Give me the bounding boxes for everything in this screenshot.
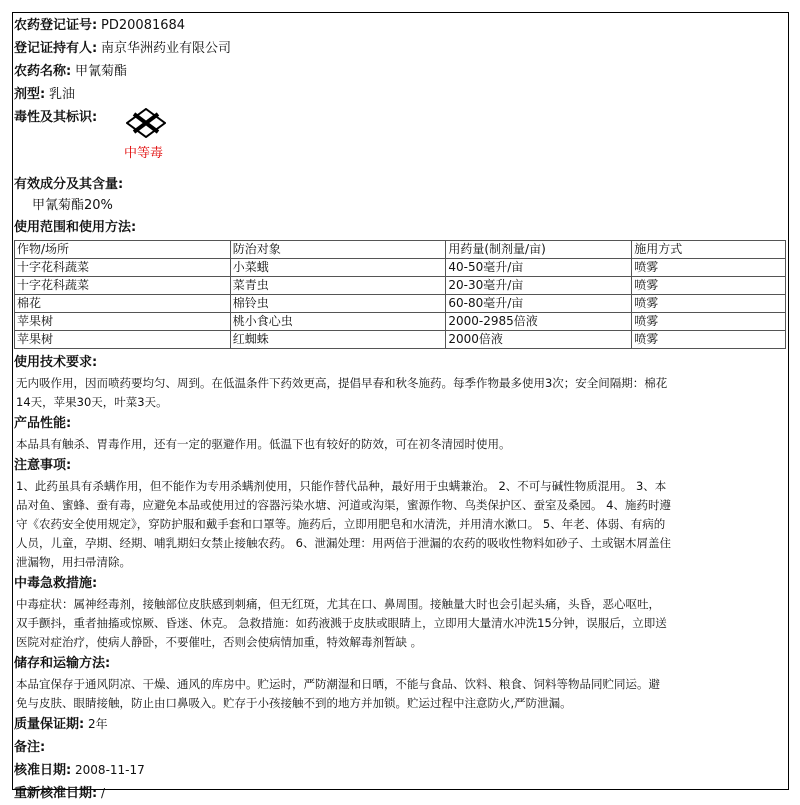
table-header-cell: 施用方式 <box>632 241 786 259</box>
first-aid-text <box>14 595 787 652</box>
holder-value: 南京华洲药业有限公司 <box>101 41 232 56</box>
first-aid-line: 双手颤抖，重者抽搐或惊厥、昏迷、休克。 急救措施：如药液溅于皮肤或眼睛上，立即用大量清水冲洗15分钟，误服后，立即送 <box>16 616 667 630</box>
table-header-cell: 防治对象 <box>230 241 446 259</box>
table-row <box>15 295 786 313</box>
table-cell: 喷雾 <box>632 295 786 313</box>
notes-line: 人员，儿童，孕期、经期、哺乳期妇女禁止接触农药。 6、泄漏处理：用两倍于泄漏的农药的吸收性物料如砂子、土或锯木屑盖住 <box>16 536 671 550</box>
reg-no-label: 农药登记证号: <box>14 18 98 33</box>
holder-row <box>14 37 787 60</box>
notes-line: 1、此药虽具有杀螨作用，但不能作为专用杀螨剂使用，只能作替代品种，最好用于虫螨兼治。 2、不可与碱性物质混用。 3、本 <box>16 479 667 493</box>
notes-line: 守《农药安全使用规定》，穿防护服和戴手套和口罩等。施药后，立即用肥皂和水清洗，并用清水漱口。 5、年老、体弱、有病的 <box>16 517 666 531</box>
table-row <box>15 331 786 349</box>
table-header-cell: 作物/场所 <box>15 241 231 259</box>
table-cell: 棉铃虫 <box>230 295 446 313</box>
storage-line: 免与皮肤、眼睛接触，防止由口鼻吸入。贮存于小孩接触不到的地方并加锁。贮运过程中注意防火,严防泄漏。 <box>16 696 572 710</box>
tech-line: 无内吸作用，因而喷药要均匀、周到。在低温条件下药效更高，提倡早春和秋冬施药。每季作物最多使用3次；安全间隔期：棉花 <box>16 376 668 390</box>
approval-label: 核准日期: <box>14 763 72 778</box>
table-cell: 棉花 <box>15 295 231 313</box>
usage-row <box>14 216 787 239</box>
first-aid-line: 医院对症治疗，使病人静卧，不要催吐，否则会使病情加重，特效解毒剂暂缺 。 <box>16 635 423 649</box>
first-aid-row <box>14 572 787 595</box>
notes-line: 品对鱼、蜜蜂、蚕有毒，应避免本品或使用过的容器污染水塘、河道或沟渠，蜜源作物、鸟类保护区、蚕室及桑园。 4、施药时遵 <box>16 498 671 512</box>
ingredient-value: 甲氰菊酯20% <box>32 198 113 213</box>
table-cell: 20-30毫升/亩 <box>446 277 632 295</box>
name-row <box>14 60 787 83</box>
table-cell: 十字花科蔬菜 <box>15 277 231 295</box>
formulation-row <box>14 83 787 106</box>
table-cell: 喷雾 <box>632 277 786 295</box>
toxicity-label: 毒性及其标识: <box>14 110 98 125</box>
performance-text <box>14 435 787 454</box>
storage-line: 本品宜保存于通风阴凉、干燥、通风的库房中。贮运时，严防潮湿和日晒，不能与食品、饮料、粮食、饲料等物品同贮同运。避 <box>16 677 660 691</box>
table-cell: 苹果树 <box>15 313 231 331</box>
first-aid-line: 中毒症状：属神经毒剂，接触部位皮肤感到刺痛，但无红斑，尤其在口、鼻周围。接触量大时也会引起头痛，头昏，恶心呕吐， <box>16 597 660 611</box>
performance-row <box>14 412 787 435</box>
performance-line: 本品具有触杀、胃毒作用，还有一定的驱避作用。低温下也有较好的防效，可在初冬清园时使用。 <box>16 437 511 451</box>
storage-row <box>14 652 787 675</box>
table-cell: 菜青虫 <box>230 277 446 295</box>
remarks-label: 备注: <box>14 740 46 755</box>
table-cell: 苹果树 <box>15 331 231 349</box>
notes-row <box>14 454 787 477</box>
storage-text <box>14 675 787 713</box>
tech-row <box>14 351 787 374</box>
toxicity-level: 中等毒 <box>124 146 164 161</box>
table-cell: 40-50毫升/亩 <box>446 259 632 277</box>
name-value: 甲氰菊酯 <box>75 64 128 79</box>
warranty-label: 质量保证期: <box>14 717 85 732</box>
table-cell: 2000-2985倍液 <box>446 313 632 331</box>
tech-line: 14天，苹果30天，叶菜3天。 <box>16 395 168 409</box>
table-cell: 喷雾 <box>632 259 786 277</box>
table-cell: 红蜘蛛 <box>230 331 446 349</box>
approval-value: 2008-11-17 <box>75 763 145 777</box>
reapproval-value: / <box>101 786 106 800</box>
reapproval-label: 重新核准日期: <box>14 786 98 801</box>
ingredient-label: 有效成分及其含量: <box>14 177 124 192</box>
table-row <box>15 313 786 331</box>
table-row <box>15 259 786 277</box>
usage-label: 使用范围和使用方法: <box>14 220 137 235</box>
approval-row <box>14 759 787 782</box>
holder-label: 登记证持有人: <box>14 41 98 56</box>
warranty-row <box>14 713 787 736</box>
notes-label: 注意事项: <box>14 458 72 473</box>
reg-no-value: PD20081684 <box>101 18 186 33</box>
table-cell: 60-80毫升/亩 <box>446 295 632 313</box>
table-cell: 小菜蛾 <box>230 259 446 277</box>
performance-label: 产品性能: <box>14 416 72 431</box>
notes-text <box>14 477 787 572</box>
name-label: 农药名称: <box>14 64 72 79</box>
usage-table <box>14 240 786 349</box>
formulation-value: 乳油 <box>49 87 76 102</box>
tech-text <box>14 374 787 412</box>
formulation-label: 剂型: <box>14 87 46 102</box>
ingredient-row <box>14 173 787 196</box>
tech-label: 使用技术要求: <box>14 355 98 370</box>
toxicity-diamond-icon <box>126 108 166 138</box>
reg-no-row <box>14 14 787 37</box>
table-cell: 十字花科蔬菜 <box>15 259 231 277</box>
first-aid-label: 中毒急救措施: <box>14 576 98 591</box>
table-row <box>15 277 786 295</box>
table-header-row <box>15 241 786 259</box>
table-cell: 桃小食心虫 <box>230 313 446 331</box>
table-cell: 喷雾 <box>632 313 786 331</box>
storage-label: 储存和运输方法: <box>14 656 111 671</box>
remarks-row <box>14 736 787 759</box>
notes-line: 泄漏物，用扫帚清除。 <box>16 555 131 569</box>
warranty-value: 2年 <box>88 717 108 731</box>
table-header-cell: 用药量(制剂量/亩) <box>446 241 632 259</box>
reapproval-row <box>14 782 787 805</box>
table-cell: 喷雾 <box>632 331 786 349</box>
table-cell: 2000倍液 <box>446 331 632 349</box>
